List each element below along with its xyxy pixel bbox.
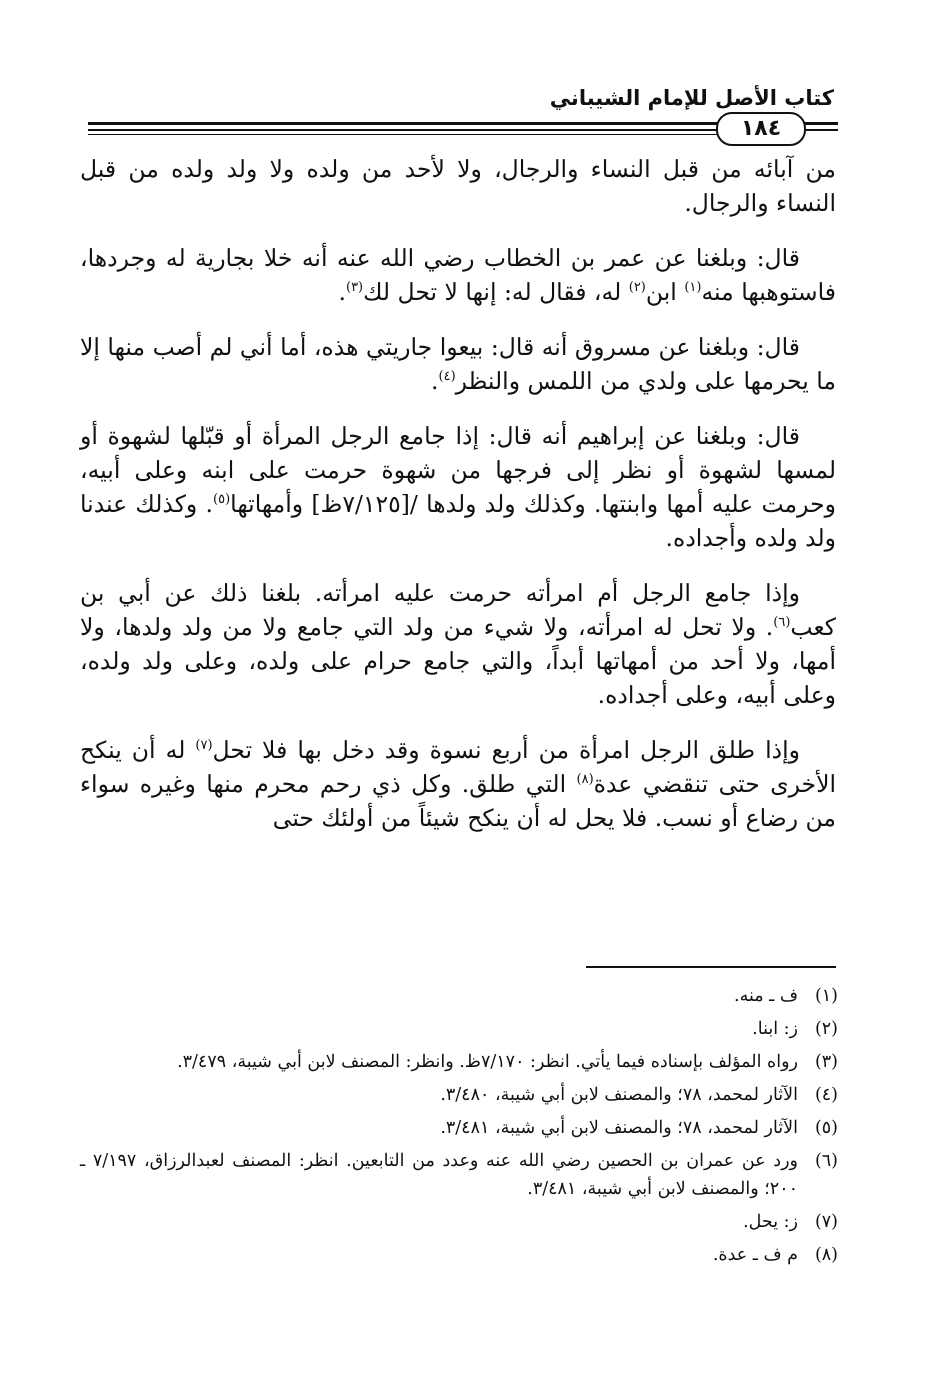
main-text — [80, 152, 836, 856]
footnote-marker: (٢) — [628, 280, 646, 295]
footnote-text: ف ـ منه. — [734, 986, 798, 1006]
paragraph-text: . وكذلك عندنا ولد ولده وأجداده. — [80, 490, 836, 552]
footnote — [80, 1048, 838, 1076]
footnote-number: (٥) — [814, 1118, 838, 1138]
footnote-marker: (٥) — [213, 492, 231, 507]
footnote-marker: (١) — [684, 280, 702, 295]
footnote-marker: (٦) — [773, 615, 791, 630]
footnote-text: ورد عن عمران بن الحصين رضي الله عنه وعدد من التابعين. انظر: المصنف لعبدالرزاق، ٧/١٩٧ ـ ٢٠٠؛ والمصنف لابن أبي شيبة، ٣/٤٨١. — [80, 1151, 798, 1199]
paragraph — [80, 576, 836, 712]
footnote-marker: (٨) — [576, 772, 594, 787]
paragraph-text: وإذا جامع الرجل أم امرأته حرمت عليه امرأته. بلغنا ذلك عن أبي بن كعب — [80, 579, 836, 641]
footnotes — [80, 982, 838, 1274]
footnote-number: (١) — [814, 986, 838, 1006]
footnote — [80, 1241, 838, 1269]
footnote-separator — [586, 966, 836, 968]
paragraph — [80, 152, 836, 220]
paragraph-text: وإذا طلق الرجل امرأة من أربع نسوة وقد دخل بها فلا تحل — [212, 736, 800, 764]
paragraph-text: . — [338, 278, 346, 306]
paragraph-text: له، فقال له: إنها لا تحل لك — [363, 278, 629, 306]
footnote-marker: (٣) — [345, 280, 364, 295]
running-head-title: كتاب الأصل للإمام الشيباني — [549, 86, 834, 110]
footnote-number: (٨) — [814, 1245, 838, 1265]
paragraph-text: . ولا تحل له امرأته، ولا شيء من ولد التي جامع ولا من ولد ولدها، ولا أمها، ولا أحد من أمهاتها أبداً، والتي جامع حرام على ولده، وعلى ولد ولده، وعلى أبيه، وعلى أجداده. — [80, 613, 836, 709]
footnote-text: م ف ـ عدة. — [712, 1245, 798, 1265]
paragraph-text: ابن — [645, 278, 685, 306]
paragraph — [80, 419, 836, 555]
page-number: ١٨٤ — [716, 112, 806, 146]
paragraph-text: قال: وبلغنا عن إبراهيم أنه قال: إذا جامع الرجل المرأة أو قبّلها لشهوة أو لمسها لشهوة أو نظر إلى فرجها من شهوة حرمت على ابنه وعلى أبيه، وحرمت عليه أمها وابنتها. وكذلك ولد ولدها /[٧/١٢٥ظ] وأمهاتها — [80, 422, 836, 518]
paragraph — [80, 733, 836, 835]
footnote-number: (٦) — [814, 1151, 838, 1171]
paragraph-text: التي طلق. وكل ذي رحم محرم منها وغيره سواء من رضاع أو نسب. فلا يحل له أن ينكح شيئاً من أولئك حتى — [80, 770, 836, 832]
footnote-number: (٤) — [814, 1085, 838, 1105]
header-rule-hairline — [88, 134, 720, 135]
footnote-number: (٣) — [814, 1052, 838, 1072]
footnote — [80, 1081, 838, 1109]
footnote-text: الآثار لمحمد، ٧٨؛ والمصنف لابن أبي شيبة، ٣/٤٨٠. — [440, 1085, 798, 1105]
footnote-text: رواه المؤلف بإسناده فيما يأتي. انظر: ٧/١٧٠ظ. وانظر: المصنف لابن أبي شيبة، ٣/٤٧٩. — [177, 1052, 798, 1072]
footnote-text: ز: ابنا. — [752, 1019, 798, 1039]
paragraph-text: قال: وبلغنا عن عمر بن الخطاب رضي الله عنه أنه خلا بجارية له وجردها، فاستوهبها منه — [80, 244, 836, 306]
paragraph-text: . — [431, 367, 439, 395]
footnote — [80, 1147, 838, 1203]
footnote-text: ز: يحل. — [743, 1212, 798, 1232]
footnote — [80, 1114, 838, 1142]
paragraph-text: من آبائه من قبل النساء والرجال، ولا لأحد من ولده ولا ولد ولده من قبل النساء والرجال. — [80, 155, 836, 217]
header-rule-thick — [88, 122, 720, 125]
footnote — [80, 982, 838, 1010]
header-rule-thin — [88, 129, 720, 131]
footnote-number: (٢) — [814, 1019, 838, 1039]
footnote-number: (٧) — [814, 1212, 838, 1232]
paragraph-text: له أن ينكح الأخرى حتى تنقضي عدة — [80, 736, 837, 798]
footnote — [80, 1208, 838, 1236]
paragraph — [80, 330, 836, 398]
footnote-marker: (٤) — [438, 369, 456, 384]
paragraph — [80, 241, 836, 309]
footnote — [80, 1015, 838, 1043]
paragraph-text: قال: وبلغنا عن مسروق أنه قال: بيعوا جاريتي هذه، أما أني لم أصب منها إلا ما يحرمها على ولدي من اللمس والنظر — [80, 333, 836, 395]
footnote-text: الآثار لمحمد، ٧٨؛ والمصنف لابن أبي شيبة، ٣/٤٨١. — [440, 1118, 798, 1138]
footnote-marker: (٧) — [195, 738, 213, 753]
